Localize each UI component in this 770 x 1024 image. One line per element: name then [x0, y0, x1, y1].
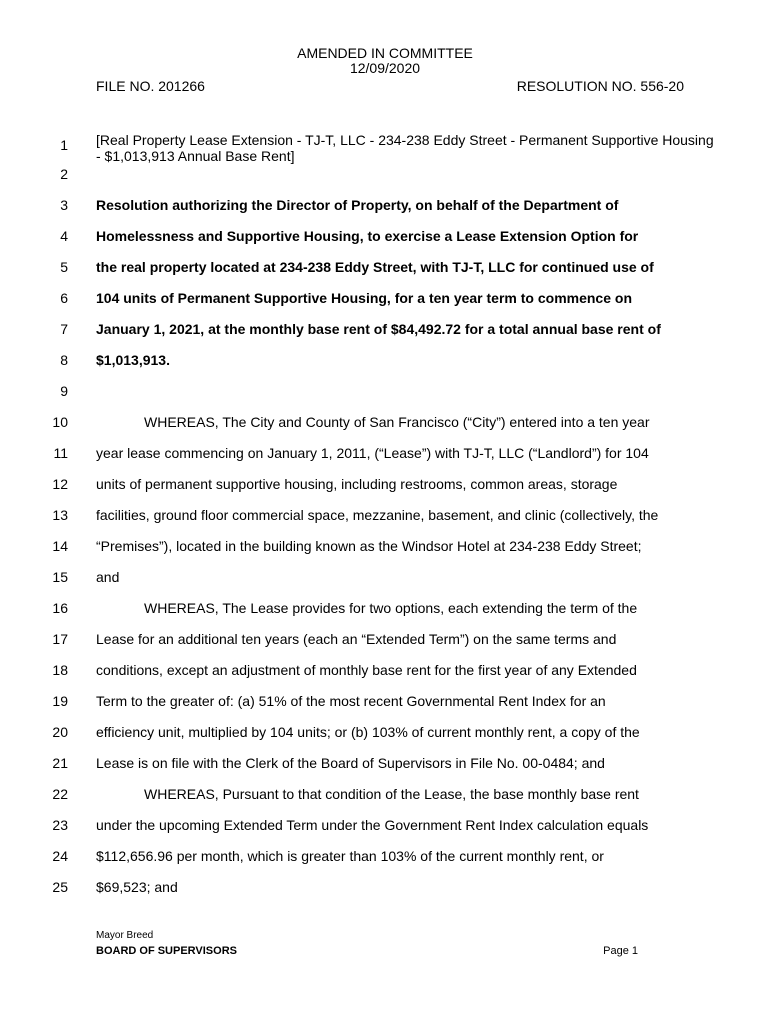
body-text-line: “Premises”), located in the building known as the Windsor Hotel at 234-238 Eddy Street; [96, 538, 642, 554]
resolution-summary-line: Homelessness and Supportive Housing, to exercise a Lease Extension Option for [96, 228, 639, 244]
sponsor-name: Mayor Breed [96, 930, 154, 941]
line-number: 11 [53, 445, 68, 461]
body-text-line: Lease is on file with the Clerk of the Board of Supervisors in File No. 00-0484; and [96, 755, 605, 771]
page-number: Page 1 [603, 945, 638, 957]
body-text-line: year lease commencing on January 1, 2011, (“Lease”) with TJ-T, LLC (“Landlord”) for 104 [96, 445, 649, 461]
body-text-line: Lease for an additional ten years (each an “Extended Term”) on the same terms and [96, 631, 617, 647]
line-number: 18 [52, 662, 68, 678]
line-number: 17 [52, 631, 68, 647]
body-text-line: conditions, except an adjustment of monthly base rent for the first year of any Extended [96, 662, 637, 678]
body-text-line: WHEREAS, The Lease provides for two options, each extending the term of the [144, 600, 638, 616]
resolution-summary-line: the real property located at 234-238 Eddy Street, with TJ-T, LLC for continued use of [96, 259, 654, 275]
line-number: 24 [52, 848, 68, 864]
line-number: 25 [52, 879, 68, 895]
body-text-line: Term to the greater of: (a) 51% of the most recent Governmental Rent Index for an [96, 693, 606, 709]
line-number: 23 [52, 817, 68, 833]
resolution-summary-line: Resolution authorizing the Director of Property, on behalf of the Department of [96, 197, 619, 213]
line-number: 15 [52, 569, 68, 585]
body-text-line: under the upcoming Extended Term under the Government Rent Index calculation equals [96, 817, 649, 833]
body-text-line: $112,656.96 per month, which is greater than 103% of the current monthly rent, or [96, 848, 604, 864]
body-text-line: WHEREAS, Pursuant to that condition of the Lease, the base monthly base rent [144, 786, 639, 802]
line-number: 6 [60, 290, 68, 306]
line-number: 2 [60, 166, 68, 182]
body-text-line: WHEREAS, The City and County of San Francisco (“City”) entered into a ten year [144, 414, 650, 430]
body-text-line: efficiency unit, multiplied by 104 units; or (b) 103% of current monthly rent, a copy of the [96, 724, 640, 740]
body-text-line: units of permanent supportive housing, including restrooms, common areas, storage [96, 476, 618, 492]
line-number: 16 [52, 600, 68, 616]
line-number: 8 [60, 352, 68, 368]
line-number: 7 [60, 321, 68, 337]
line-number: 4 [60, 228, 68, 244]
body-text-line: facilities, ground floor commercial space, mezzanine, basement, and clinic (collectively, the [96, 507, 659, 523]
line-number: 12 [52, 476, 68, 492]
resolution-summary-line: 104 units of Permanent Supportive Housing, for a ten year term to commence on [96, 290, 632, 306]
line-number: 1 [60, 137, 68, 153]
resolution-summary-line: January 1, 2021, at the monthly base rent of $84,492.72 for a total annual base rent of [96, 321, 661, 337]
body-text-line: and [96, 569, 120, 585]
file-number: FILE NO. 201266 [96, 78, 205, 94]
body-text-line: $69,523; and [96, 879, 178, 895]
line-number: 9 [60, 383, 68, 399]
line-number: 3 [60, 197, 68, 213]
amended-date: 12/09/2020 [349, 60, 421, 76]
resolution-summary-line: $1,013,913. [96, 352, 170, 368]
board-label: BOARD OF SUPERVISORS [96, 945, 237, 957]
line-number: 20 [52, 724, 68, 740]
line-number: 19 [52, 693, 68, 709]
bracketed-title: [Real Property Lease Extension - TJ-T, LLC - 234-238 Eddy Street - Permanent Supportive Housing - $1,013,913 Annual Base Rent] [96, 132, 714, 164]
line-number: 22 [52, 786, 68, 802]
line-number: 10 [52, 414, 68, 430]
line-number: 14 [52, 538, 68, 554]
line-number: 13 [52, 507, 68, 523]
line-number: 5 [60, 259, 68, 275]
resolution-number: RESOLUTION NO. 556-20 [516, 78, 684, 94]
line-number: 21 [52, 755, 68, 771]
amended-heading: AMENDED IN COMMITTEE [297, 45, 473, 61]
